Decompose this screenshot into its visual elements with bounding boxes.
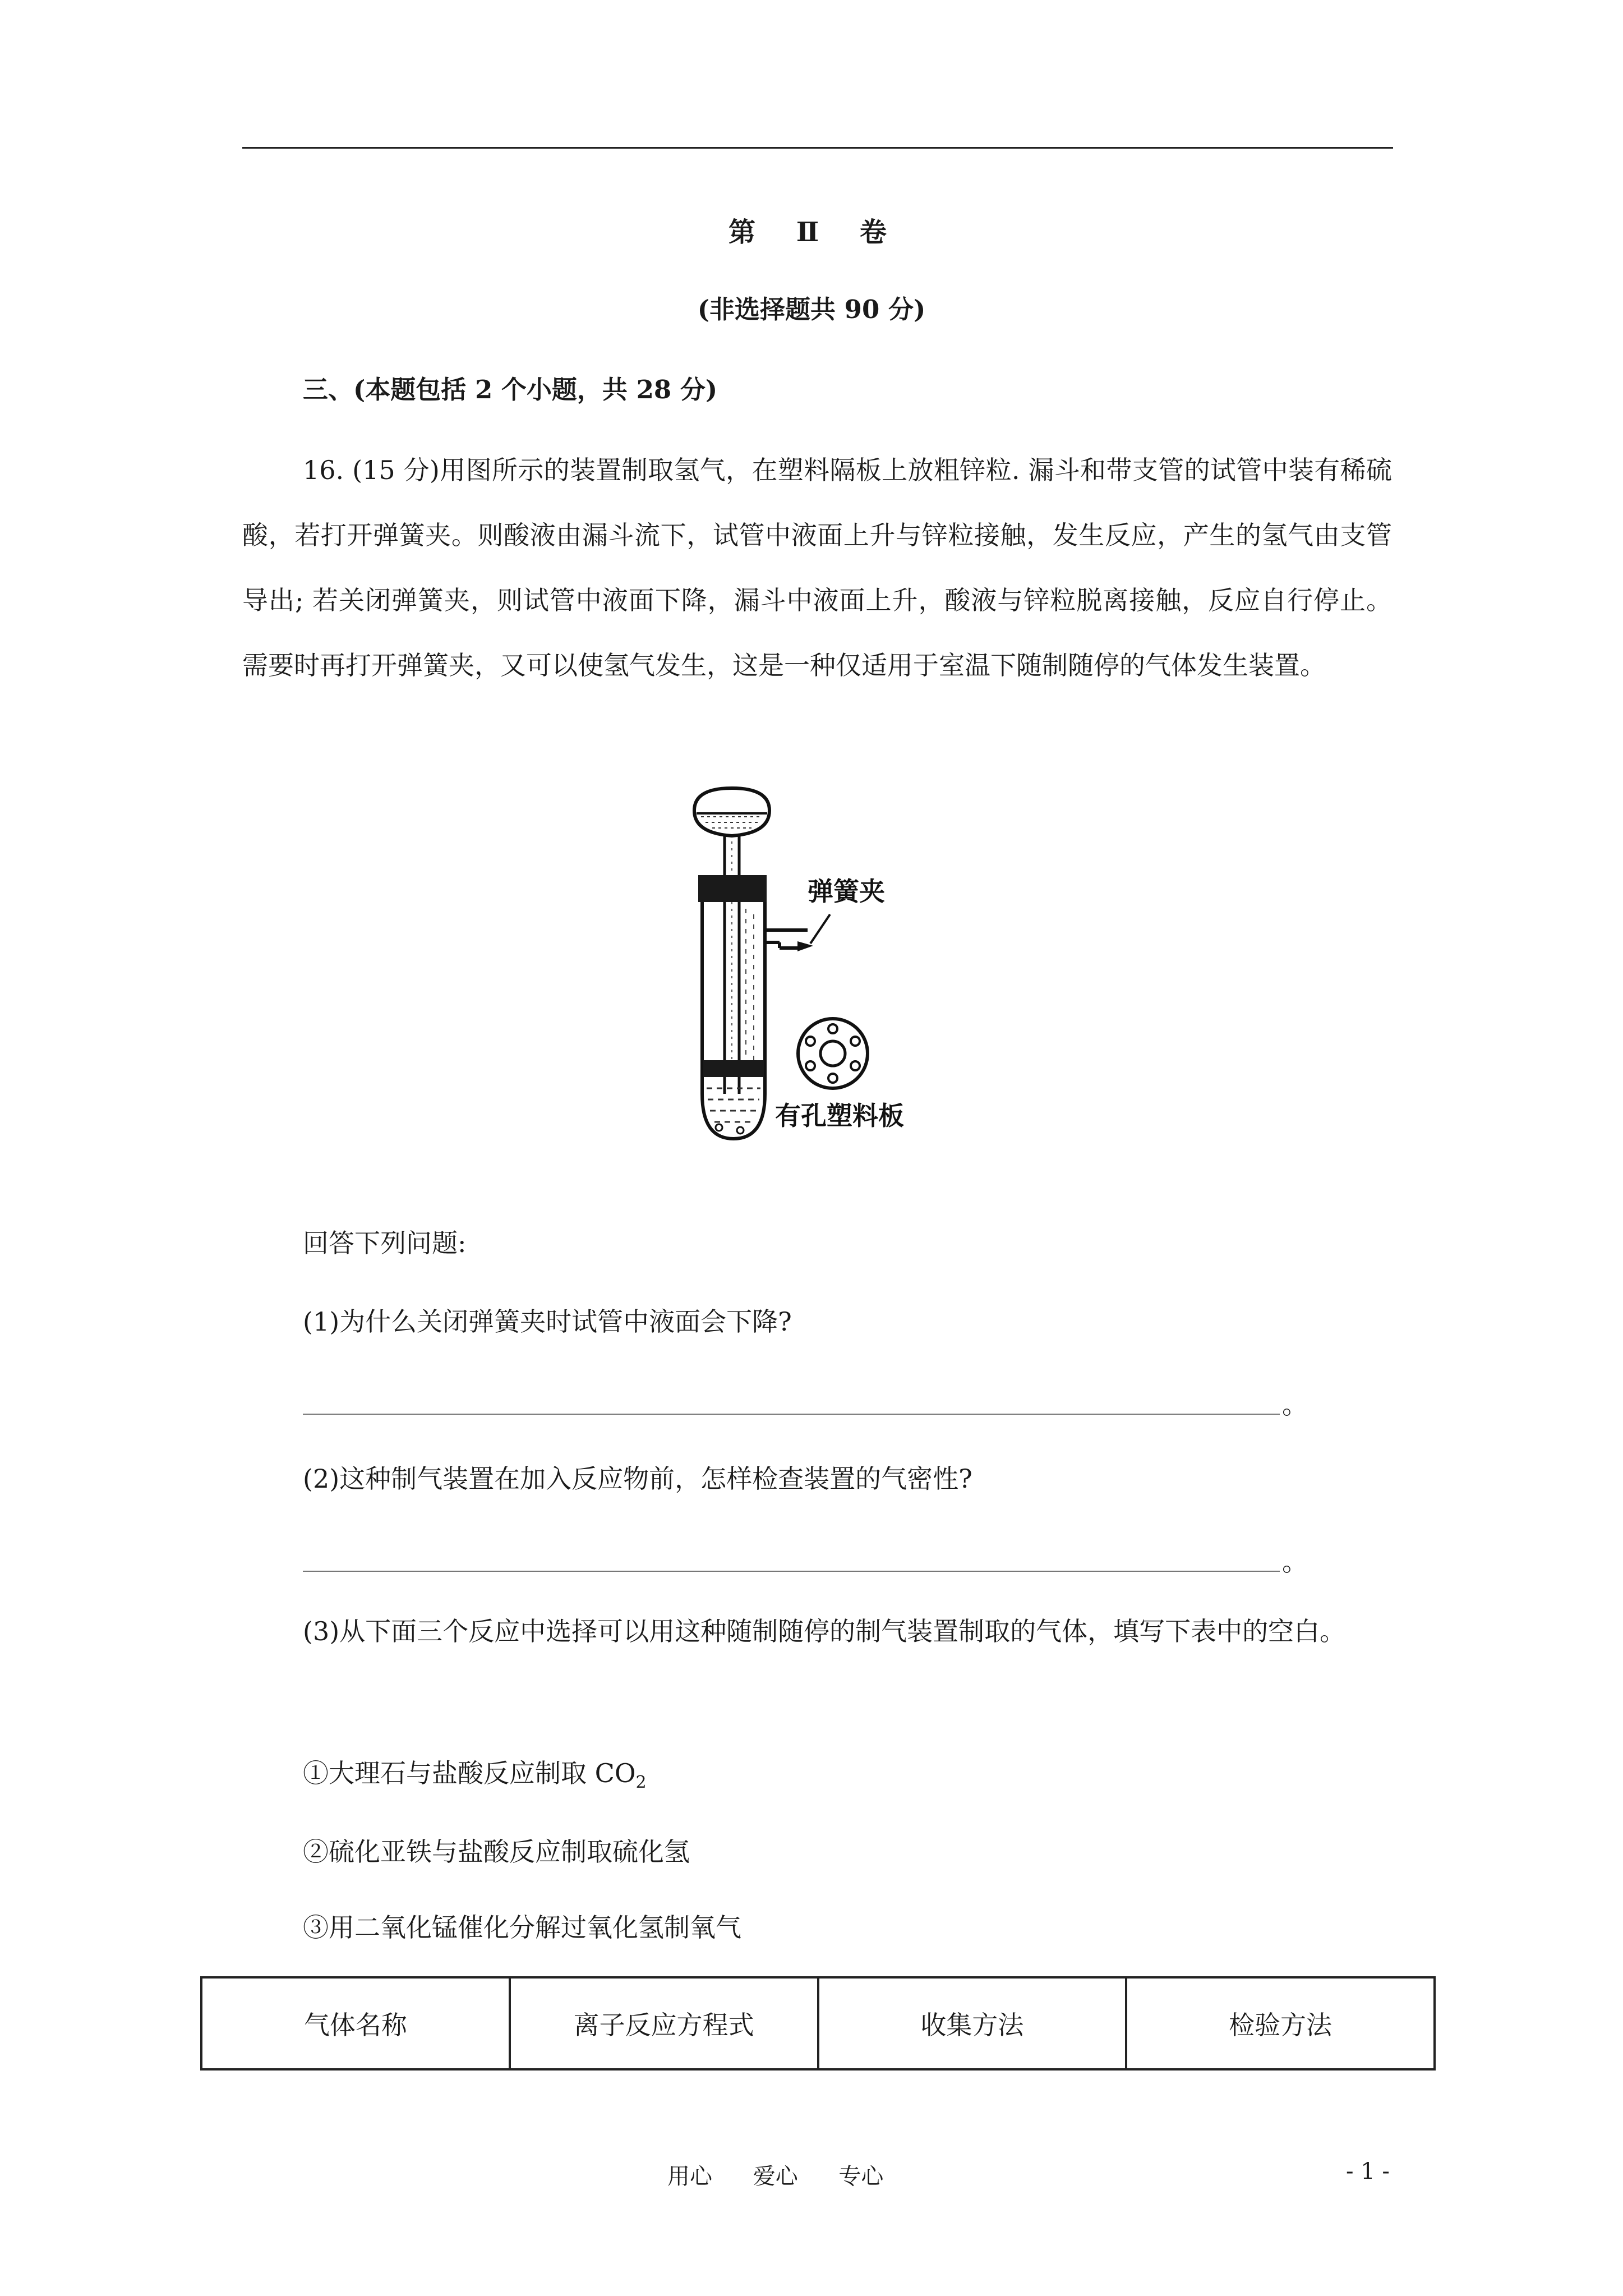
volume-subtitle: (非选择题共 90 分): [697, 295, 926, 324]
option-2: ②硫化亚铁与盐酸反应制取硫化氢: [303, 1837, 690, 1867]
option-1-subscript: 2: [635, 1773, 647, 1793]
answer-prompt: 回答下列问题:: [303, 1228, 467, 1258]
plate-label: 有孔塑料板: [775, 1101, 904, 1131]
answer-line-2[interactable]: [303, 1571, 1280, 1572]
table-header-test-method: 检验方法: [1126, 1977, 1435, 2069]
apparatus-figure: [690, 780, 953, 1144]
question-1: (1)为什么关闭弹簧夹时试管中液面会下降?: [303, 1306, 792, 1337]
section-heading: 三、(本题包括 2 个小题，共 28 分): [303, 375, 718, 404]
answer-2-period: 。: [1282, 1547, 1308, 1577]
table-header-gas-name: 气体名称: [201, 1977, 510, 2069]
answer-1-period: 。: [1282, 1389, 1308, 1420]
option-1: [303, 1753, 647, 1792]
volume-title: 第 Ⅱ 卷: [728, 217, 895, 248]
header-rule: [242, 147, 1393, 149]
question-3: (3)从下面三个反应中选择可以用这种随制随停的制气装置制取的气体，填写下表中的空白。: [303, 1616, 1346, 1646]
answer-line-1[interactable]: [303, 1414, 1280, 1415]
page-number: - 1 -: [1346, 2159, 1390, 2184]
question-2: (2)这种制气装置在加入反应物前，怎样检查装置的气密性?: [303, 1464, 972, 1494]
clamp-label: 弹簧夹: [808, 876, 885, 907]
table-header-ionic-equation: 离子反应方程式: [510, 1977, 818, 2069]
table-header-collection-method: 收集方法: [818, 1977, 1127, 2069]
gas-table: [200, 1976, 1436, 2070]
question-16-intro: 16. (15 分)用图所示的装置制取氢气，在塑料隔板上放粗锌粒. 漏斗和带支管的试管中装有稀硫酸，若打开弹簧夹。则酸液由漏斗流下，试管中液面上升与锌粒接触，发生反应，产生的氢气由支管导出; 若关闭弹簧夹，则试管中液面下降，漏斗中液面上升，酸液与锌粒脱离接触，反应自行停止。需要时再打开弹簧夹，又可以使氢气发生，这是一种仅适用于室温下随制随停的气体发生装置。: [242, 455, 1392, 680]
table-header-row: [201, 1977, 1435, 2069]
footer-motto: 用心 爱心 专心: [667, 2164, 884, 2189]
option-1-text: ①大理石与盐酸反应制取 CO: [303, 1758, 636, 1788]
option-3: ③用二氧化锰催化分解过氧化氢制氧气: [303, 1912, 741, 1943]
